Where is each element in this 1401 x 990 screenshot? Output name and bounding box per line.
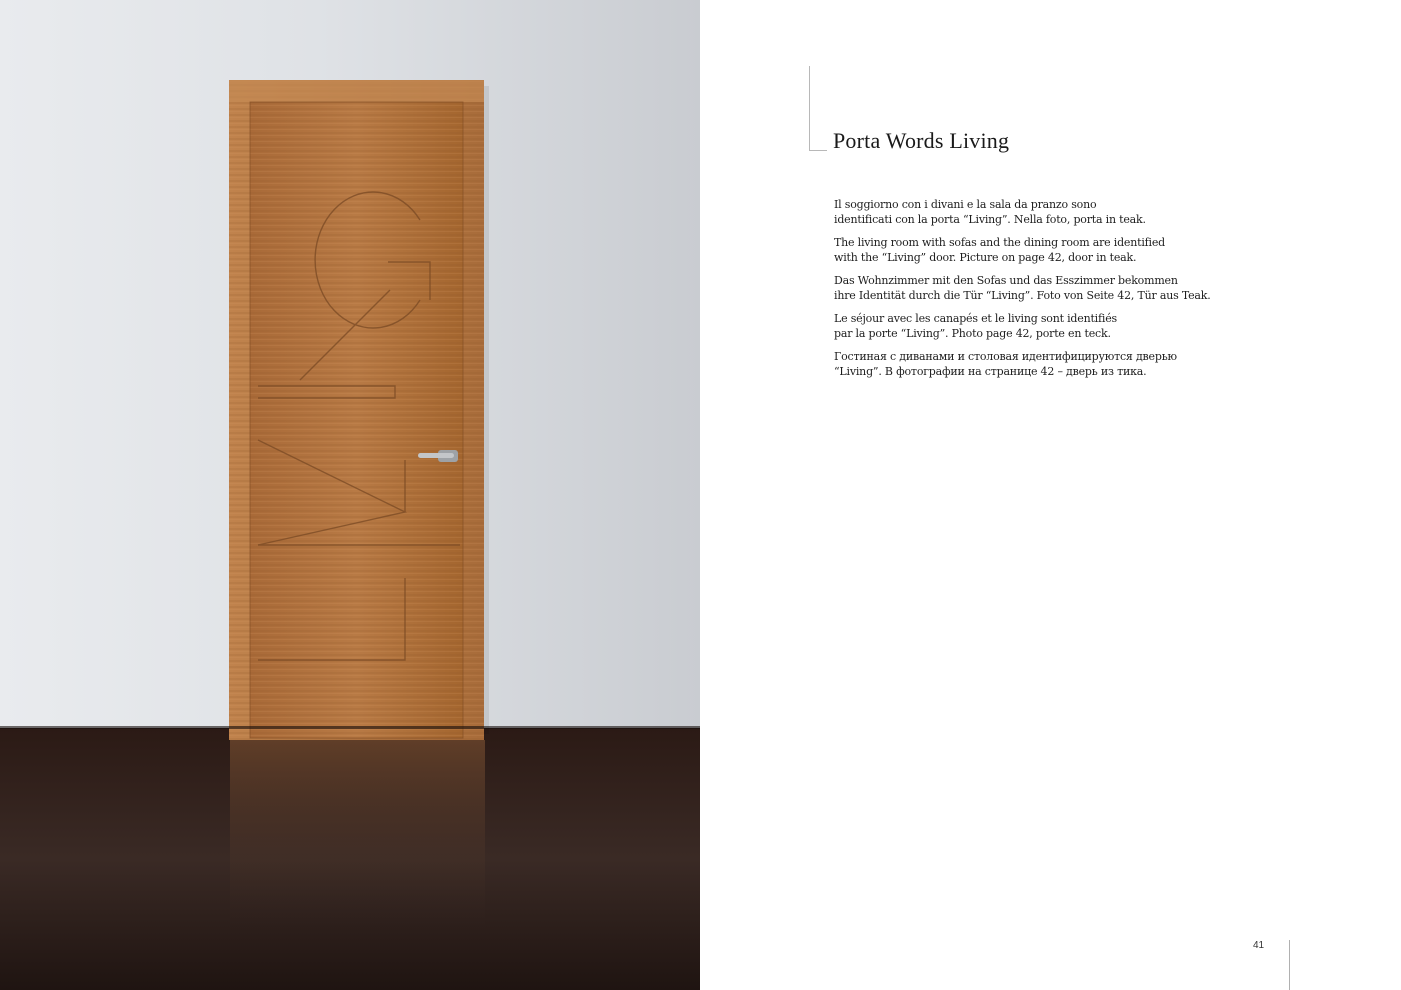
paragraph-line: identificati con la porta “Living”. Nella foto, porta in teak. bbox=[834, 213, 1146, 226]
text-page bbox=[700, 0, 1401, 990]
paragraph-line: “Living”. В фотографии на странице 42 – дверь из тика. bbox=[834, 365, 1147, 378]
description-block bbox=[834, 197, 1211, 387]
paragraph-russian bbox=[834, 349, 1177, 379]
title-bracket-tick bbox=[809, 150, 827, 151]
paragraph-english bbox=[834, 235, 1174, 265]
paragraph-line: Le séjour avec les canapés et le living sont identifiés bbox=[834, 312, 1117, 325]
door-reflection bbox=[230, 740, 485, 930]
paragraph-line: ihre Identität durch die Tür “Living”. Foto von Seite 42, Tür aus Teak. bbox=[834, 289, 1211, 302]
paragraph-line: Das Wohnzimmer mit den Sofas und das Esszimmer bekommen bbox=[834, 274, 1178, 287]
paragraph-line: Il soggiorno con i divani e la sala da pranzo sono bbox=[834, 198, 1097, 211]
paragraph-line: Гостиная с диванами и столовая идентифицируются дверью bbox=[834, 350, 1177, 363]
page-number: 41 bbox=[1253, 940, 1265, 951]
paragraph-french bbox=[834, 311, 1174, 341]
door-photo bbox=[0, 0, 700, 990]
page-number-rule bbox=[1289, 940, 1290, 990]
paragraph-italian bbox=[834, 197, 1174, 227]
title-bracket-line bbox=[809, 66, 810, 150]
paragraph-german bbox=[834, 273, 1211, 303]
paragraph-line: with the “Living” door. Picture on page 42, door in teak. bbox=[834, 251, 1137, 264]
paragraph-line: par la porte “Living”. Photo page 42, porte en teck. bbox=[834, 327, 1111, 340]
page-title: Porta Words Living bbox=[833, 128, 1010, 153]
paragraph-line: The living room with sofas and the dining room are identified bbox=[834, 236, 1165, 249]
